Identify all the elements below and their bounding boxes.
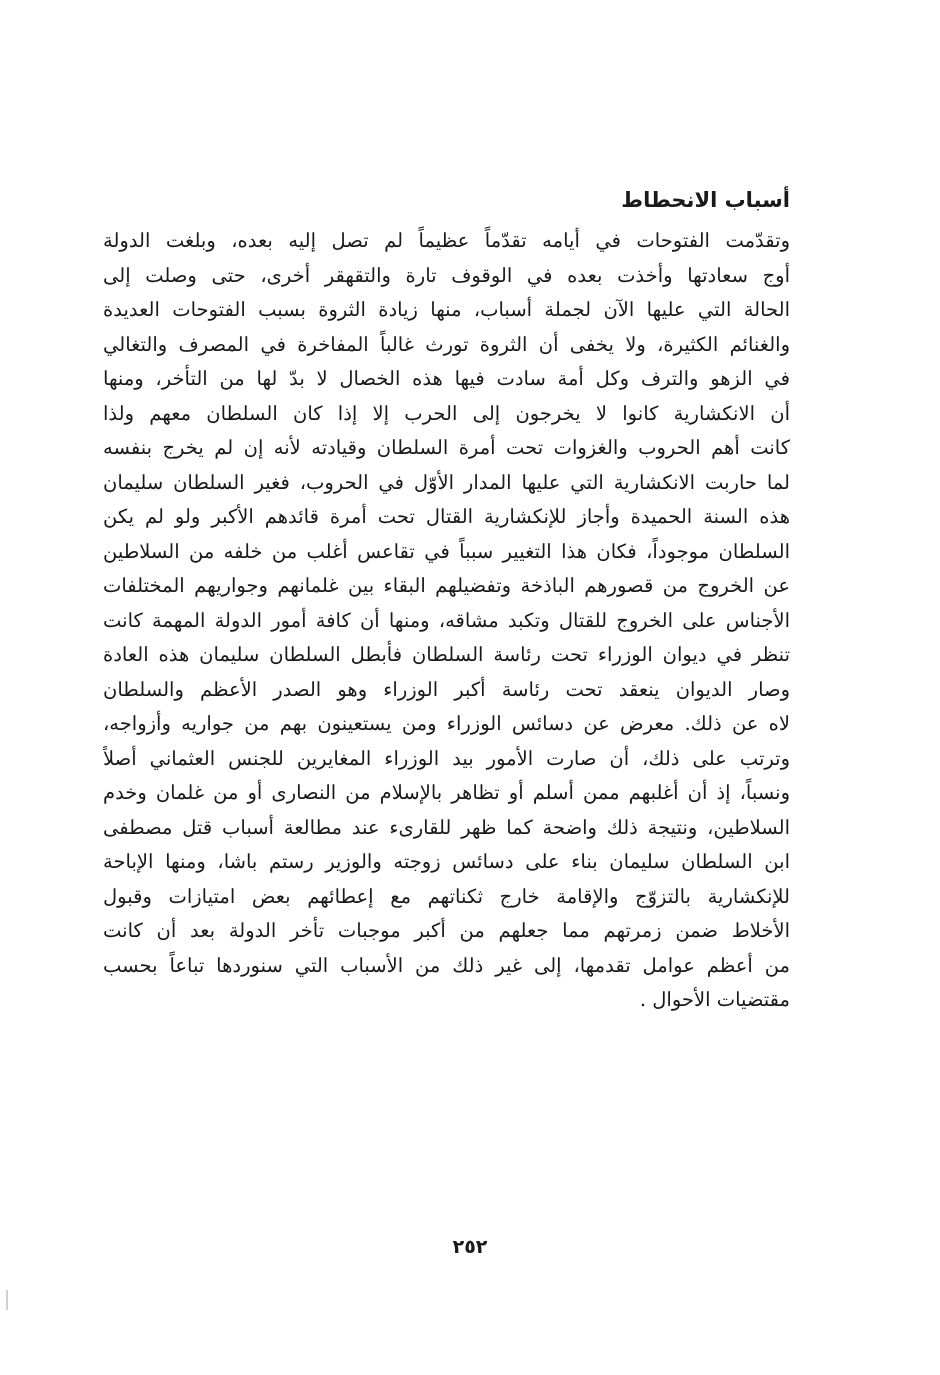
text-line: أن الانكشارية كانوا لا يخرجون إلى الحرب إلا إذا كان السلطان معهم ولذا (103, 401, 790, 425)
text-line: في الزهو والترف وكل أمة سادت فيها هذه الخصال لا بدّ لها من التأخر، ومنها (103, 367, 790, 390)
text-line: السلاطين، ونتيجة ذلك واضحة كما ظهر للقارىء عند مطالعة أسباب قتل مصطفى (103, 815, 790, 839)
text-line: أوج سعادتها وأخذت بعده في الوقوف تارة والتقهقر أخرى، حتى وصلت إلى (103, 263, 790, 287)
text-line: وترتب على ذلك، أن صارت الأمور بيد الوزراء المغايرين للجنس العثماني أصلاً (103, 746, 790, 770)
text-line: من أعظم عوامل تقدمها، إلى غير ذلك من الأسباب التي سنوردها تباعاً بحسب (103, 953, 790, 977)
text-line: ونسباً، إذ أن أغلبهم ممن أسلم أو تظاهر بالإسلام من النصارى أو من غلمان وخدم (103, 781, 790, 804)
text-line: ابن السلطان سليمان بناء على دسائس زوجته والوزير رستم باشا، ومنها الإباحة (103, 850, 790, 873)
text-line: لما حاربت الانكشارية التي عليها المدار الأوّل في الحروب، فغير السلطان سليمان (103, 470, 790, 494)
text-line: هذه السنة الحميدة وأجاز للإنكشارية القتال تحت أمرة قائدهم الأكبر ولو لم يكن (103, 505, 790, 528)
page-number: ٢٥٢ (452, 1236, 488, 1258)
text-line: والغنائم الكثيرة، ولا يخفى أن الثروة تورث غالباً المفاخرة في المصرف والتغالي (103, 332, 790, 356)
text-line: مقتضيات الأحوال . (639, 988, 790, 1011)
text-line: الأجناس على الخروج للقتال وتكبد مشاقه، ومنها أن كافة أمور الدولة المهمة كانت (103, 608, 790, 632)
text-line: السلطان موجوداً، فكان هذا التغيير سبباً في تقاعس أغلب من خلفه من السلاطين (103, 539, 790, 563)
text-line: وتقدّمت الفتوحات في أيامه تقدّماً عظيماً لم تصل إليه بعده، وبلغت الدولة (103, 229, 790, 252)
text-line: الأخلاط ضمن زمرتهم مما جعلهم من أكبر موجبات تأخر الدولة بعد أن كانت (103, 919, 790, 942)
text-line: كانت أهم الحروب والغزوات تحت أمرة السلطان وقيادته لأنه إن لم يخرج بنفسه (103, 436, 790, 459)
text-line: للإنكشارية بالتزوّج والإقامة خارج ثكناتهم مع إعطائهم بعض امتيازات وقبول (103, 884, 790, 908)
text-line: لاه عن ذلك. معرض عن دسائس الوزراء ومن يستعينون بهم من جواريه وأزواجه، (103, 712, 790, 735)
text-line: وصار الديوان ينعقد تحت رئاسة أكبر الوزراء وهو الصدر الأعظم والسلطان (103, 677, 790, 701)
text-line: تنظر في ديوان الوزراء تحت رئاسة السلطان فأبطل السلطان سليمان هذه العادة (103, 643, 790, 666)
scan-margin-mark (6, 1290, 8, 1310)
text-line: الحالة التي عليها الآن لجملة أسباب، منها زيادة الثروة بسبب الفتوحات العديدة (103, 298, 790, 321)
text-line: عن الخروج من قصورهم الباذخة وتفضيلهم البقاء بين غلمانهم وجواريهم المختلفات (103, 574, 790, 597)
section-heading: أسباب الانحطاط (621, 188, 790, 212)
body-paragraph (103, 224, 790, 1018)
